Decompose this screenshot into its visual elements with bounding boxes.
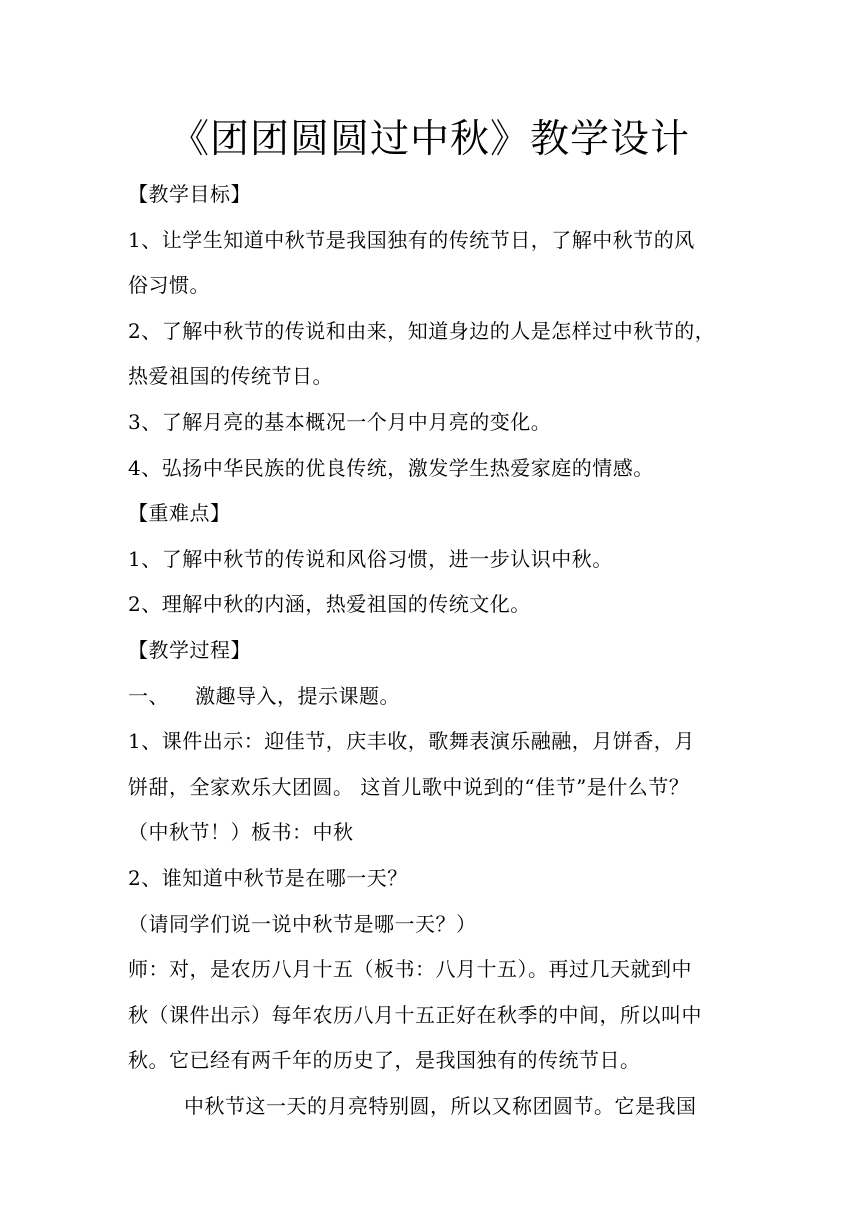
paragraph-line: 热爱祖国的传统节日。 <box>128 364 333 389</box>
paragraph-line: 秋（课件出示）每年农历八月十五正好在秋季的中间，所以叫中 <box>128 1002 702 1027</box>
paragraph-line: 1、课件出示：迎佳节，庆丰收，歌舞表演乐融融，月饼香，月 <box>128 729 695 754</box>
section-heading-process: 【教学过程】 <box>128 637 251 662</box>
paragraph-line: 4、弘扬中华民族的优良传统，激发学生热爱家庭的情感。 <box>128 455 654 480</box>
paragraph-line: 2、理解中秋的内涵，热爱祖国的传统文化。 <box>128 592 531 617</box>
paragraph-line: 中秋节这一天的月亮特别圆，所以又称团圆节。它是我国 <box>184 1093 697 1118</box>
paragraph-line: 1、了解中秋节的传说和风俗习惯，进一步认识中秋。 <box>128 546 613 571</box>
paragraph-line: 2、谁知道中秋节是在哪一天？ <box>128 865 408 890</box>
paragraph-line: 俗习惯。 <box>128 273 210 298</box>
paragraph-line: 饼甜，全家欢乐大团圆。 这首儿歌中说到的“佳节”是什么节？ <box>128 774 690 799</box>
document-body <box>128 172 718 1129</box>
step-title: 激趣导入，提示课题。 <box>195 683 400 708</box>
step-heading <box>128 674 718 720</box>
paragraph-line: 秋。它已经有两千年的历史了，是我国独有的传统节日。 <box>128 1048 641 1073</box>
paragraph-line: （中秋节！）板书：中秋 <box>128 820 354 845</box>
paragraph-line: （请同学们说一说中秋节是哪一天？） <box>128 911 477 936</box>
paragraph-line: 3、了解月亮的基本概况一个月中月亮的变化。 <box>128 409 552 434</box>
section-heading-objectives: 【教学目标】 <box>128 182 251 206</box>
step-number: 一、 <box>128 683 169 708</box>
paragraph-line: 师：对，是农历八月十五（板书：八月十五）。再过几天就到中 <box>128 957 692 982</box>
section-heading-key-points: 【重难点】 <box>128 501 231 526</box>
paragraph-line: 2、了解中秋节的传说和由来，知道身边的人是怎样过中秋节的， <box>128 318 716 343</box>
document-title: 《团团圆圆过中秋》教学设计 <box>169 117 690 162</box>
paragraph-line: 1、让学生知道中秋节是我国独有的传统节日，了解中秋节的风 <box>128 227 695 252</box>
